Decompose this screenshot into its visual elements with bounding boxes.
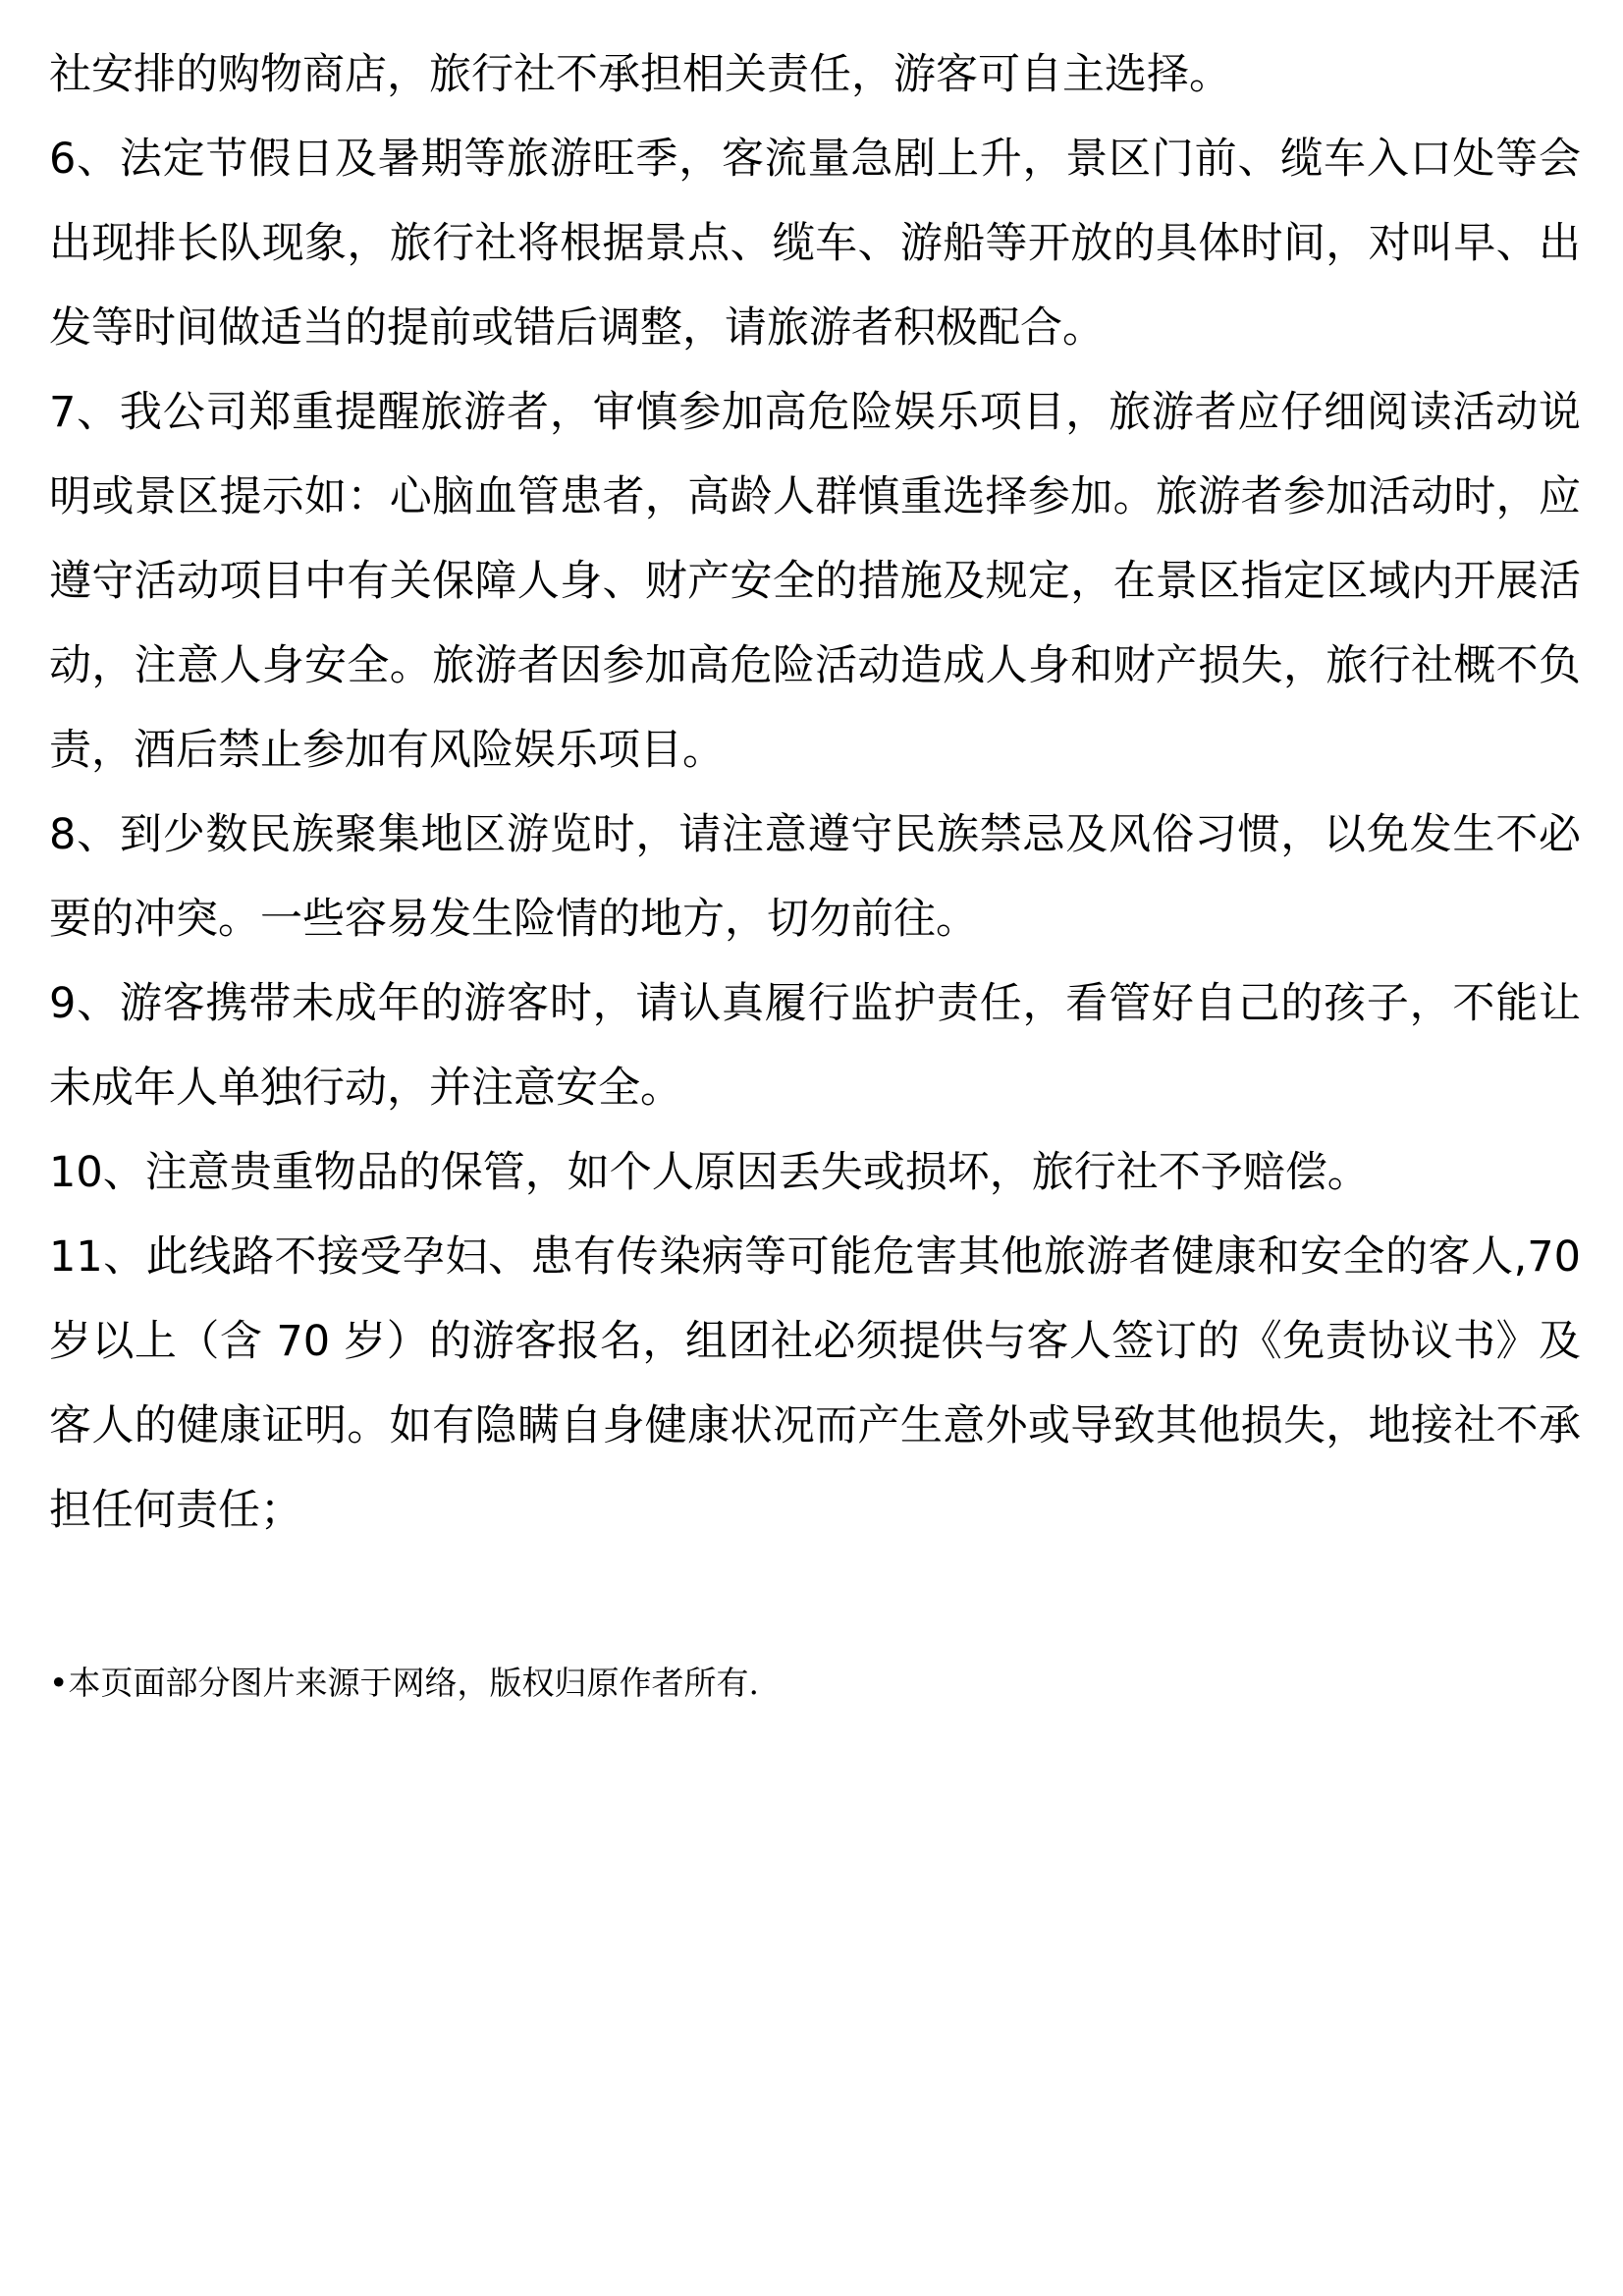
paragraph-item-8: 8、到少数民族聚集地区游览时，请注意遵守民族禁忌及风俗习惯，以免发生不必要的冲突。一些容易发生险情的地方，切勿前往。	[49, 810, 1581, 944]
paragraph-continuation: 社安排的购物商店，旅行社不承担相关责任，游客可自主选择。	[49, 50, 1231, 99]
document-body	[49, 32, 1581, 1553]
paragraph-item-6: 6、法定节假日及暑期等旅游旺季，客流量急剧上升，景区门前、缆车入口处等会出现排长队现象，旅行社将根据景点、缆车、游船等开放的具体时间，对叫早、出发等时间做适当的提前或错后调整，请旅游者积极配合。	[49, 135, 1581, 353]
paragraph-item-7: 7、我公司郑重提醒旅游者，审慎参加高危险娱乐项目，旅游者应仔细阅读活动说明或景区提示如：心脑血管患者，高龄人群慎重选择参加。旅游者参加活动时，应遵守活动项目中有关保障人身、财产安全的措施及规定，在景区指定区域内开展活动，注意人身安全。旅游者因参加高危险活动造成人身和财产损失，旅行社概不负责，酒后禁止参加有风险娱乐项目。	[49, 388, 1581, 775]
paragraph-item-9: 9、游客携带未成年的游客时，请认真履行监护责任，看管好自己的孩子，不能让未成年人单独行动，并注意安全。	[49, 979, 1581, 1113]
paragraph-item-11: 11、此线路不接受孕妇、患有传染病等可能危害其他旅游者健康和安全的客人,70岁以上（含 70 岁）的游客报名，组团社必须提供与客人签订的《免责协议书》及客人的健康证明。如有隐瞒自身健康状况而产生意外或导致其他损失，地接社不承担任何责任；	[49, 1232, 1581, 1535]
footnote: •本页面部分图片来源于网络，版权归原作者所有.	[49, 1664, 759, 1702]
paragraph-item-10: 10、注意贵重物品的保管，如个人原因丢失或损坏，旅行社不予赔偿。	[49, 1148, 1370, 1197]
